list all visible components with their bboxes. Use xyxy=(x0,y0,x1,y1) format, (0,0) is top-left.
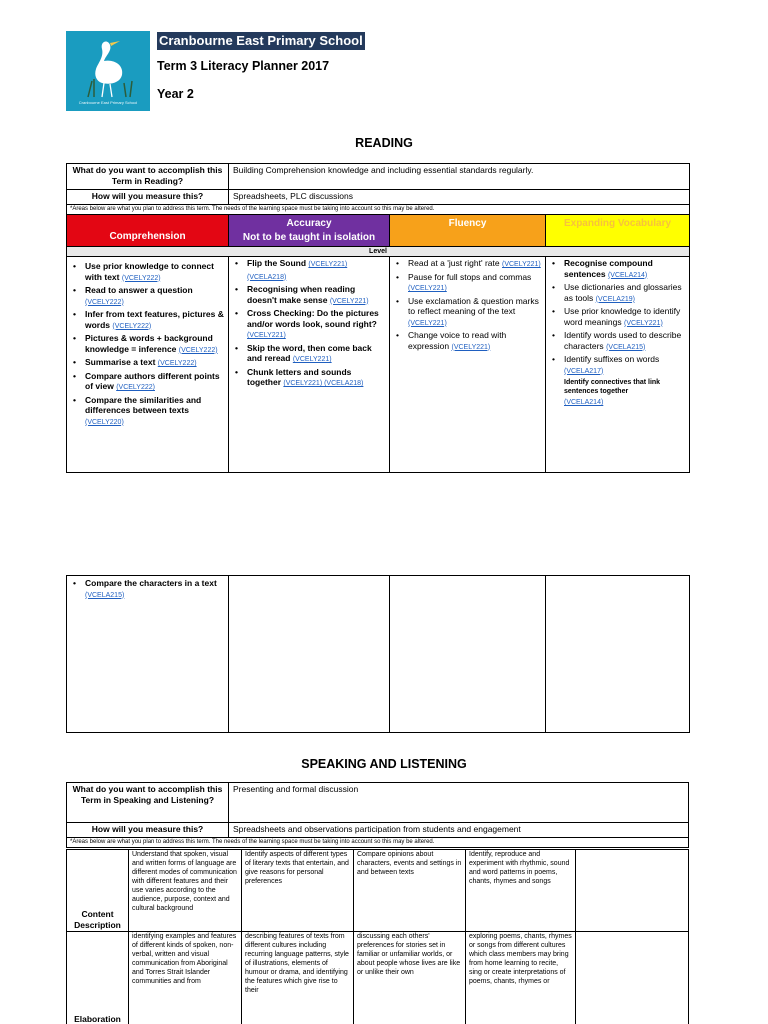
speaking-goal-question: What do you want to accomplish this Term in Speaking and Listening? xyxy=(67,783,229,823)
speaking-goal-answer: Presenting and formal discussion xyxy=(229,783,689,823)
speaking-heading: SPEAKING AND LISTENING xyxy=(301,757,467,771)
content-cell: Compare opinions about characters, events and settings in and between texts xyxy=(354,850,466,932)
curriculum-code: (VCELA214) xyxy=(564,399,604,406)
header-accuracy xyxy=(229,215,390,247)
speaking-content-table xyxy=(66,849,689,1024)
speaking-table xyxy=(66,782,689,848)
header-accuracy-sub: Not to be taught in isolation xyxy=(242,231,376,243)
curriculum-code: (VCELY220) xyxy=(85,418,124,426)
comprehension-cell xyxy=(67,257,229,473)
content-cell: Identify, reproduce and experiment with rhythmic, sound and word patterns in poems, chants, rhymes and songs xyxy=(466,850,576,932)
empty-cell xyxy=(390,576,546,733)
list-item: • Recognise compound sentences (VCELA214) xyxy=(550,258,685,281)
accuracy-cell xyxy=(229,257,390,473)
reading-goal-answer: Building Comprehension knowledge and including essential standards regularly. xyxy=(229,164,690,190)
empty-cell xyxy=(576,932,689,1024)
fluency-cell xyxy=(390,257,546,473)
vocabulary-cell xyxy=(546,257,690,473)
reading-heading: READING xyxy=(355,136,413,150)
planner-title: Term 3 Literacy Planner 2017 xyxy=(157,59,330,73)
curriculum-code: (VCELA219) xyxy=(595,295,635,303)
reading-table xyxy=(66,163,690,473)
elaboration-cell: describing features of texts from different cultures including recurring language patterns, style of illustrations, elements of humour or drama, and identifying the features which give rise to their xyxy=(242,932,354,1024)
header-vocabulary: Expanding Vocabulary xyxy=(546,215,690,247)
curriculum-code: (VCELY221) xyxy=(292,356,332,363)
logo-caption: Cranbourne East Primary School xyxy=(78,100,138,105)
curriculum-code: (VCELY221) xyxy=(408,285,447,292)
list-item: • Compare authors different points of view (VCELY222) xyxy=(71,371,224,394)
comprehension-cont-cell xyxy=(67,576,229,733)
list-item: • Pause for full stops and commas (VCELY221) xyxy=(394,272,541,295)
speaking-measure-question: How will you measure this? xyxy=(67,823,229,838)
curriculum-code: (VCELY221) xyxy=(247,332,286,339)
elaboration-cell: discussing each others' preferences for stories set in familiar or unfamiliar worlds, or about people whose lives are like or unlike their own xyxy=(354,932,466,1024)
reading-measure-question: How will you measure this? xyxy=(67,190,229,205)
list-item: • Compare the characters in a text (VCELA215) xyxy=(71,578,224,601)
year-level: Year 2 xyxy=(157,87,194,101)
list-item: • Read at a 'just right' rate (VCELY221) xyxy=(394,258,541,271)
list-item: • Chunk letters and sounds together (VCELY221) (VCELA218) xyxy=(233,367,385,390)
comprehension-list xyxy=(71,261,224,428)
header-accuracy-title: Accuracy xyxy=(286,217,332,229)
curriculum-code: (VCELY222) xyxy=(85,298,124,306)
list-item: • Skip the word, then come back and reread (VCELY221) xyxy=(233,343,385,366)
curriculum-code: (VCELY221) (VCELA218) xyxy=(283,380,364,387)
list-item: • Use dictionaries and glossaries as tools (VCELA219) xyxy=(550,282,685,305)
curriculum-code: (VCELY222) xyxy=(112,322,152,330)
curriculum-code: (VCELY222) xyxy=(121,274,161,282)
empty-cell xyxy=(546,576,690,733)
comprehension-cont-list xyxy=(71,578,224,601)
list-item: • Change voice to read with expression (VCELY221) xyxy=(394,330,541,353)
reading-goal-question: What do you want to accomplish this Term in Reading? xyxy=(67,164,229,190)
reading-continuation-table xyxy=(66,575,690,733)
vocabulary-extra-text: Identify connectives that link sentences together xyxy=(564,379,661,395)
curriculum-code: (VCELY221) xyxy=(501,261,541,268)
curriculum-code: (VCELA217) xyxy=(564,367,604,375)
list-item: • Compare the similarities and differences between texts (VCELY220) xyxy=(71,395,224,429)
elaboration-cell: identifying examples and features of different kinds of spoken, non-verbal, written and visual communication from Aboriginal and Torres Strait Islander communities and from xyxy=(129,932,242,1024)
curriculum-code: (VCELY221) xyxy=(624,319,663,327)
curriculum-code: (VCELY222) xyxy=(157,360,197,367)
elaboration-label: Elaboration xyxy=(67,932,129,1024)
vocabulary-list xyxy=(550,258,685,377)
list-item: • Use exclamation & question marks to reflect meaning of the text (VCELY221) xyxy=(394,296,541,330)
list-item: • Cross Checking: Do the pictures and/or words look, sound right? (VCELY221) xyxy=(233,308,385,342)
curriculum-code: (VCELY222) xyxy=(178,346,218,354)
school-name: Cranbourne East Primary School xyxy=(159,33,363,48)
list-item: • Flip the Sound (VCELY221) (VCELA218) xyxy=(233,258,385,283)
list-item: • Pictures & words + background knowledge = inference (VCELY222) xyxy=(71,333,224,356)
school-logo xyxy=(66,31,150,111)
curriculum-code: (VCELY221) xyxy=(451,343,491,351)
reading-measure-answer: Spreadsheets, PLC discussions xyxy=(229,190,690,205)
header-fluency: Fluency xyxy=(390,215,546,247)
list-item: • Use prior knowledge to connect with text (VCELY222) xyxy=(71,261,224,284)
reading-note: *Areas below are what you plan to address this term. The needs of the learning space must be taking into account so this may be altered. xyxy=(67,205,690,215)
level-row: Level xyxy=(67,247,690,257)
content-cell: Identify aspects of different types of literary texts that entertain, and give reasons for personal preferences xyxy=(242,850,354,932)
curriculum-code: (VCELA214) xyxy=(607,271,648,279)
header-comprehension: Comprehension xyxy=(67,215,229,247)
list-item: • Infer from text features, pictures & words (VCELY222) xyxy=(71,309,224,332)
fluency-list xyxy=(394,258,541,353)
curriculum-code: (VCELA215) xyxy=(606,343,646,351)
curriculum-code: (VCELY221) xyxy=(329,297,369,305)
content-description-label: Content Description xyxy=(67,850,129,932)
accuracy-list xyxy=(233,258,385,390)
list-item: • Read to answer a question (VCELY222) xyxy=(71,285,224,308)
empty-cell xyxy=(229,576,390,733)
speaking-measure-answer: Spreadsheets and observations participation from students and engagement xyxy=(229,823,689,838)
list-item: • Identify words used to describe characters (VCELA215) xyxy=(550,330,685,353)
egret-icon xyxy=(66,31,150,111)
curriculum-code: (VCELY221) (VCELA218) xyxy=(247,261,348,281)
list-item: • Use prior knowledge to identify word meanings (VCELY221) xyxy=(550,306,685,329)
empty-cell xyxy=(576,850,689,932)
curriculum-code: (VCELY221) xyxy=(408,319,447,327)
speaking-note: *Areas below are what you plan to address this term. The needs of the learning space must be taking into account so this may be altered. xyxy=(67,838,689,848)
list-item: • Summarise a text (VCELY222) xyxy=(71,357,224,370)
curriculum-code: (VCELA215) xyxy=(85,591,125,599)
list-item: • Recognising when reading doesn't make sense (VCELY221) xyxy=(233,284,385,307)
content-cell: Understand that spoken, visual and written forms of language are different modes of communication with different features and their use varies according to the audience, purpose, context and cultural background xyxy=(129,850,242,932)
list-item: • Identify suffixes on words (VCELA217) xyxy=(550,354,685,377)
elaboration-cell: exploring poems, chants, rhymes or songs from different cultures which class members may bring from home learning to recite, sing or create interpretations of poems, chants, rhymes or xyxy=(466,932,576,1024)
vocabulary-extra xyxy=(550,378,685,409)
curriculum-code: (VCELY222) xyxy=(116,384,155,391)
